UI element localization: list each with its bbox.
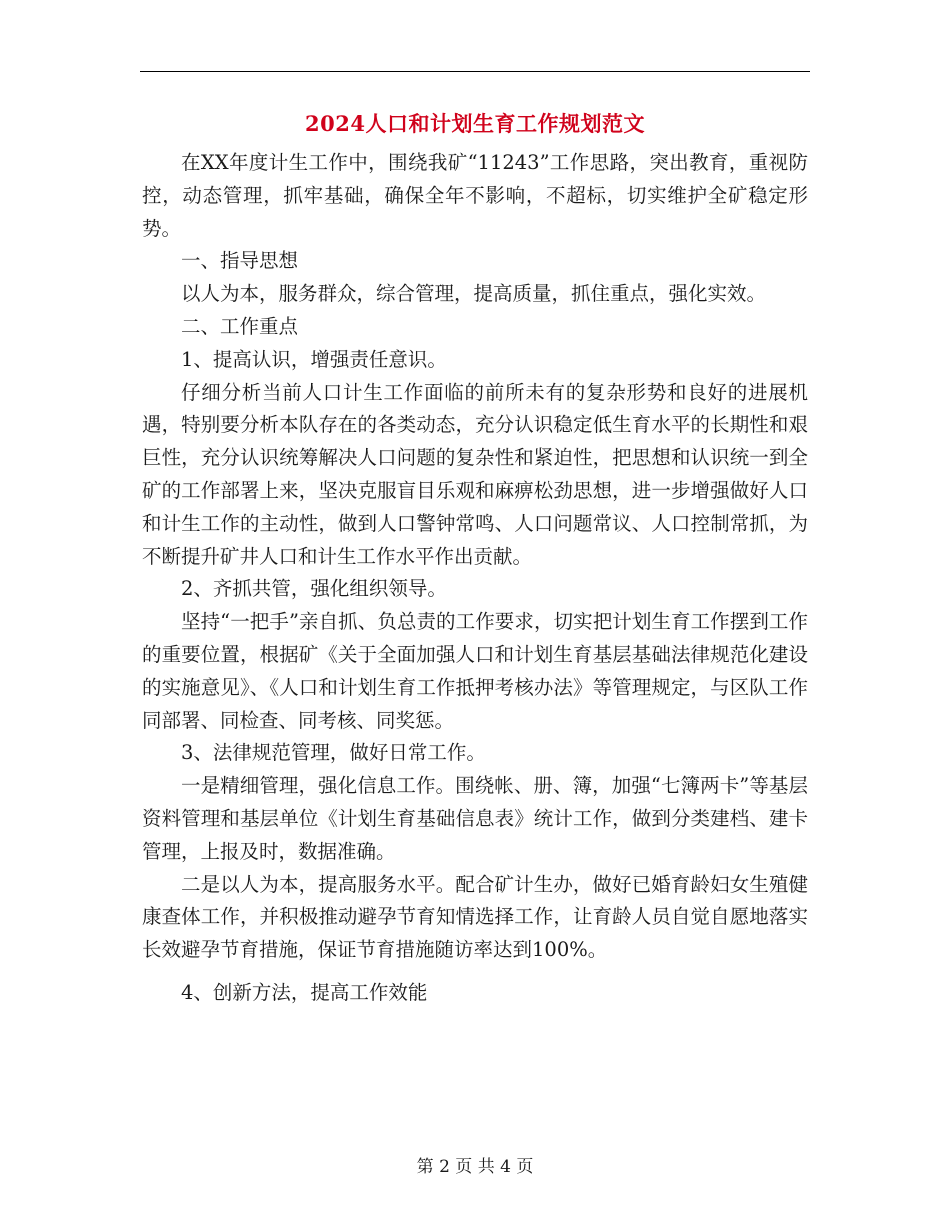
heading-guiding-ideology: 一、指导思想 <box>181 249 299 273</box>
header-rule <box>140 71 810 72</box>
paragraph-3b: 二是以人为本，提高服务水平。配合矿计生办，做好已婚育龄妇女生殖健康查体工作，并积极推动避孕节育知情选择工作，让育龄人员自觉自愿地落实长效避孕节育措施，保证节育措施随访率达到100%。 <box>142 872 808 962</box>
paragraph-intro: 在XX年度计生工作中，围绕我矿“11243”工作思路，突出教育，重视防控，动态管理，抓牢基础，确保全年不影响，不超标，切实维护全矿稳定形势。 <box>142 151 808 240</box>
heading-work-focus: 二、工作重点 <box>181 314 299 338</box>
document-title: 2024人口和计划生育工作规划范文 <box>305 111 645 136</box>
paragraph-3a: 一是精细管理，强化信息工作。围绕帐、册、簿，加强“七簿两卡”等基层资料管理和基层单位《计划生育基础信息表》统计工作，做到分类建档、建卡管理，上报及时，数据准确。 <box>142 774 808 863</box>
subheading-1: 1、提高认识，增强责任意识。 <box>181 347 447 371</box>
paragraph-guiding-ideology: 以人为本，服务群众，综合管理，提高质量，抓住重点，强化实效。 <box>181 282 767 306</box>
page-number: 第 2 页 共 4 页 <box>416 1157 534 1177</box>
subheading-2: 2、齐抓共管，强化组织领导。 <box>181 577 447 601</box>
paragraph-2: 坚持“一把手”亲自抓、负总责的工作要求，切实把计划生育工作摆到工作的重要位置，根据矿《关于全面加强人口和计划生育基层基础法律规范化建设的实施意见》、《人口和计划生育工作抵押考核办法》等管理规定，与区队工作同部署、同检查、同考核、同奖惩。 <box>142 610 808 732</box>
paragraph-1: 仔细分析当前人口计生工作面临的前所未有的复杂形势和良好的进展机遇，特别要分析本队存在的各类动态，充分认识稳定低生育水平的长期性和艰巨性，充分认识统筹解决人口问题的复杂性和紧迫性，把思想和认识统一到全矿的工作部署上来，坚决克服盲目乐观和麻痹松劲思想，进一步增强做好人口和计生工作的主动性，做到人口警钟常鸣、人口问题常议、人口控制常抓，为不断提升矿井人口和计生工作水平作出贡献。 <box>142 380 808 568</box>
document-body <box>142 147 808 1010</box>
subheading-4: 4、创新方法，提高工作效能 <box>181 980 428 1004</box>
subheading-3: 3、法律规范管理，做好日常工作。 <box>181 741 486 765</box>
